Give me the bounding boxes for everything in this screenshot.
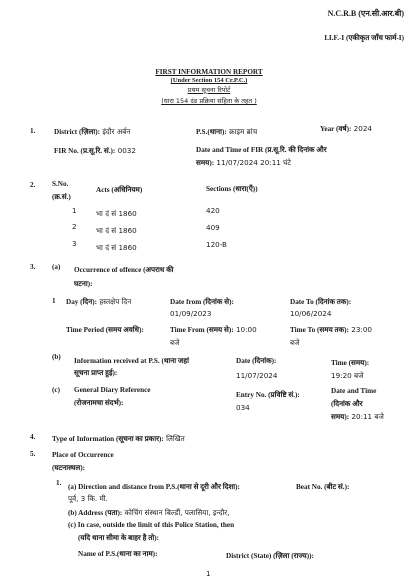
gd-reference-label-line1: General Diary Reference — [74, 386, 151, 394]
information-type-field — [52, 434, 185, 444]
day-field — [66, 297, 131, 307]
section-3c-marker: (c) — [52, 386, 60, 394]
place-of-occurrence-label-hindi: (घटनास्थल): — [52, 464, 86, 472]
beat-number-label: Beat No. (बीट सं.): — [296, 483, 350, 491]
time-to-label: Time To (समय तक): — [290, 326, 349, 334]
fir-number-label: FIR No. (प्र.सू.रि. सं.): — [54, 147, 116, 155]
time-from-value: 10:00 — [235, 325, 257, 334]
report-title: FIRST INFORMATION REPORT — [155, 68, 263, 76]
section-1-number: 1. — [30, 127, 36, 135]
time-from-unit: बजे — [170, 338, 180, 347]
act-row-2-act: भा दं सं 1860 — [96, 226, 137, 235]
information-type-value: लिखित — [166, 434, 185, 443]
date-to-label: Date To (दिनांक तक): — [290, 298, 352, 306]
address-value: कोचिंग संस्थान बिल्डीं, पलासिया, इन्दौर, — [124, 508, 230, 517]
info-date-label: Date (दिनांक): — [236, 357, 277, 365]
section-3a-marker: (a) — [52, 263, 61, 271]
police-station-value: क्राइम ब्रांच — [229, 127, 258, 136]
year-value: 2024 — [353, 124, 372, 133]
police-station-label: P.S.(थाना): — [196, 128, 227, 136]
gd-datetime-line3 — [331, 412, 384, 422]
info-time-value: 19:20 बजे — [331, 371, 364, 380]
place-of-occurrence-label: Place of Occurrence — [52, 451, 114, 459]
time-from-label: Time From (समय से): — [170, 326, 234, 334]
act-row-1-section: 420 — [206, 206, 220, 215]
date-to-value: 10/06/2024 — [290, 309, 332, 318]
section-3b-marker: (b) — [52, 353, 61, 361]
act-row-1-act: भा दं सं 1860 — [96, 209, 137, 218]
place-item-number: 1. — [56, 479, 62, 487]
info-time-label: Time (समय): — [331, 359, 370, 367]
act-row-1-sno: 1 — [72, 206, 77, 215]
act-row-2-sno: 2 — [72, 222, 77, 231]
outside-limit-label: (c) In case, outside the limit of this Police Station, then — [68, 521, 235, 529]
ncrb-header: N.C.R.B (एन.सी.आर.बी) — [327, 9, 404, 18]
info-date-value: 11/07/2024 — [236, 371, 278, 380]
fir-datetime-line2 — [196, 158, 291, 168]
district-value: इंदौर अर्बन — [102, 127, 131, 136]
day-item-number: 1 — [52, 297, 56, 305]
time-period-label: Time Period (समय अवधि): — [66, 326, 144, 334]
report-section-note: (धारा 154 दंड प्रक्रिया संहिता के तहत ) — [161, 97, 257, 105]
info-received-label-line2: सूचना प्राप्त हुई): — [74, 369, 118, 377]
fir-number-field — [54, 146, 136, 156]
direction-distance-label: (a) Direction and distance from P.S.(थाना से दूरी और दिशा): — [68, 483, 240, 491]
gd-reference-label-line2: (रोजनामचा संदर्भ): — [74, 399, 124, 407]
date-from-value: 01/09/2023 — [170, 309, 212, 318]
outside-limit-label-hindi: (यदि थाना सीमा के बाहर है तो): — [78, 534, 160, 542]
act-row-3-section: 120-B — [206, 240, 227, 249]
sno-header: S.No. — [52, 180, 69, 188]
gd-datetime-label-line2: (दिनांक और — [331, 400, 363, 408]
title-block — [0, 68, 418, 105]
district-state-label: District (State) (ज़िला (राज्य)): — [226, 552, 314, 560]
sections-header: Sections (धारा(एँ)) — [206, 185, 258, 193]
day-label: Day (दिन): — [66, 298, 98, 306]
date-from-label: Date from (दिनांक से): — [170, 298, 234, 306]
time-to-unit: बजे — [290, 338, 300, 347]
act-row-3-sno: 3 — [72, 239, 77, 248]
address-label: (b) Address (पता): — [68, 509, 123, 517]
section-3-number: 3. — [30, 263, 36, 271]
time-from-field — [170, 325, 257, 335]
fir-datetime-label-line2: समय): — [196, 159, 215, 167]
section-4-number: 4. — [30, 433, 36, 441]
occurrence-label-line2: घटना): — [74, 280, 93, 288]
district-label: District (ज़िला): — [54, 128, 101, 136]
gd-datetime-label-line3: समय): — [331, 413, 350, 421]
page-number: 1 — [206, 569, 211, 578]
occurrence-label-line1: Occurrence of offence (अपराध की — [74, 266, 174, 274]
report-subtitle: (Under Section 154 Cr.P.C.) — [170, 77, 248, 84]
fir-datetime-label-line1: Date and Time of FIR (प्र.सू.रि. की दिनांक और — [196, 146, 327, 154]
report-subtitle-hindi: प्रथम सूचना रिपोर्ट — [187, 86, 231, 94]
time-to-value: 23:00 — [351, 325, 372, 334]
address-field — [68, 508, 230, 518]
gd-datetime-value: 20:11 बजे — [351, 412, 384, 421]
entry-number-label: Entry No. (प्रविष्टि सं.): — [236, 391, 300, 399]
fir-datetime-value: 11/07/2024 20:11 घंटे — [216, 158, 292, 167]
acts-header: Acts (अधिनियम) — [96, 186, 143, 194]
entry-number-value: 034 — [236, 403, 250, 412]
info-received-label-line1: Information received at P.S. (थाना जहां — [74, 357, 189, 365]
act-row-3-act: भा दं सं 1860 — [96, 243, 137, 252]
fir-number-value: 0032 — [117, 146, 136, 155]
section-2-number: 2. — [30, 181, 36, 189]
ps-name-label: Name of P.S.(थाना का नाम): — [78, 550, 158, 558]
sno-header-hindi: (क्र.सं.) — [52, 193, 71, 201]
police-station-field — [196, 127, 257, 137]
act-row-2-section: 409 — [206, 223, 220, 232]
district-field — [54, 127, 130, 137]
form-number: I.I.F.-I (एकीकृत जाँच फार्म-I) — [324, 34, 404, 42]
information-type-label: Type of Information (सूचना का प्रकार): — [52, 435, 164, 443]
time-to-field — [290, 325, 372, 335]
gd-datetime-label-line1: Date and Time — [331, 387, 377, 395]
direction-distance-value: पूर्व, 3 कि. मी. — [68, 494, 108, 503]
section-5-number: 5. — [30, 450, 36, 458]
day-value: हस्तक्षेप दिन — [99, 297, 132, 306]
year-field — [320, 124, 372, 134]
year-label: Year (वर्ष): — [320, 125, 352, 133]
